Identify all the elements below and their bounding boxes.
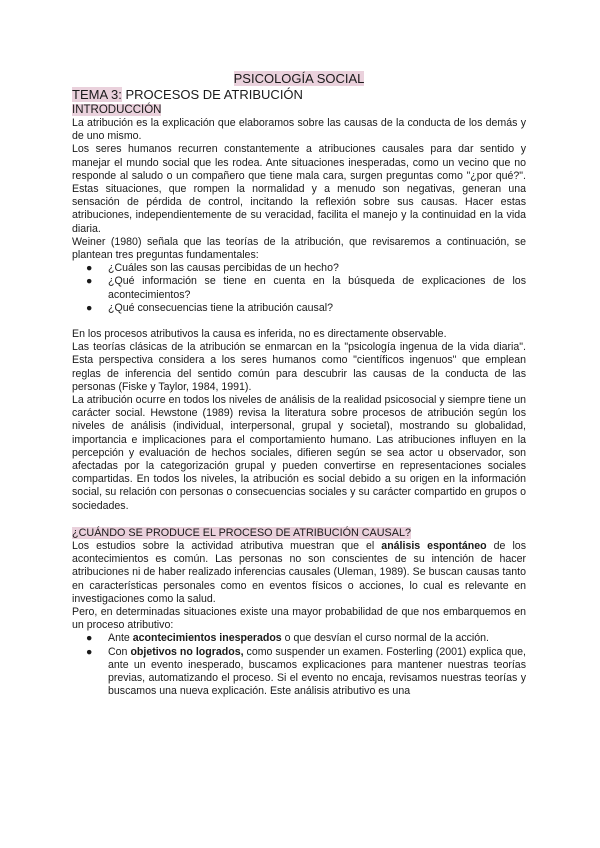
topic-label: TEMA 3: [72,87,122,102]
list-item-text: ¿Qué información se tiene en cuenta en la búsqueda de explicaciones de los acontecimientos? [108,275,526,301]
bullet-icon: ● [86,632,93,645]
section-paragraph-1: Los estudios sobre la actividad atributiva muestran que el análisis espontáneo de los acontecimientos es común. Las personas no son conscientes de su intención de hacer atribuciones ni de haber realizado inferencias causales (Uleman, 1989). Se buscan causas tanto en características personales como en eventos físicos o acciones, lo cual es relevante en investigaciones como la salud. [72,539,526,605]
topic-heading [72,87,526,103]
intro-paragraph-5: Las teorías clásicas de la atribución se enmarcan en la "psicología ingenua de la vida diaria". Esta perspectiva considera a los seres humanos como "científicos ingenuos" que emplean reglas de inferencia del sentido común para descubrir las causas de la conducta de las personas (Fiske y Taylor, 1984, 1991). [72,341,526,393]
list-item-text: ¿Cuáles son las causas percibidas de un hecho? [108,262,339,275]
bullet-icon: ● [86,262,93,275]
situations-list [72,632,526,698]
intro-heading-line [72,103,526,117]
section-heading-line [72,526,526,540]
intro-paragraph-4: En los procesos atributivos la causa es inferida, no es directamente observable. [72,328,447,341]
questions-list [72,262,526,315]
list-item: ● Con objetivos no logrados, como suspender un examen. Fosterling (2001) explica que, ante un evento inesperado, buscamos explicaciones para mantener nuestras teorías previas, automatizando el proceso. Si el evento no encaja, revisamos nuestras teorías y buscamos una nueva explicación. Este análisis atributivo es una [86,645,526,698]
intro-paragraph-1: La atribución es la explicación que elaboramos sobre las causas de la conducta de los demás y de uno mismo. [72,117,526,143]
list-item [86,302,526,315]
section-paragraph-2: Pero, en determinadas situaciones existe una mayor probabilidad de que nos embarquemos en un proceso atributivo: [72,605,526,632]
list-item [86,275,526,301]
section-heading: ¿CUÁNDO SE PRODUCE EL PROCESO DE ATRIBUCIÓN CAUSAL? [72,526,411,539]
document-content [72,70,526,698]
list-item [86,262,526,275]
bold-term: análisis espontáneo [381,539,487,552]
bullet-icon: ● [86,275,93,288]
page-title: PSICOLOGÍA SOCIAL [233,71,365,86]
topic-name: PROCESOS DE ATRIBUCIÓN [121,87,303,102]
intro-paragraph-3: Weiner (1980) señala que las teorías de la atribución, que revisaremos a continuación, se plantean tres preguntas fundamentales: [72,235,526,262]
intro-heading: INTRODUCCIÓN [72,104,162,116]
intro-paragraph-2: Los seres humanos recurren constantemente a atribuciones causales para dar sentido y manejar el mundo social que les rodea. Ante situaciones inesperadas, como un vecino que no responde al saludo o un compañero que tiene mala cara, surgen preguntas como "¿por qué?". Estas situaciones, que rompen la normalidad y a menudo son negativas, generan una sensación de pérdida de control, incitando la reflexión sobre sus causas. Hacer estas atribuciones, independientemente de su veracidad, facilita el manejo y la continuidad en la vida diaria. [72,143,526,235]
bold-term: objetivos no logrados, [130,645,244,658]
bullet-icon: ● [86,645,93,658]
bullet-icon: ● [86,301,93,314]
bold-term: acontecimientos inesperados [132,632,282,645]
list-item: ● Ante acontecimientos inesperados o que desvían el curso normal de la acción. [86,632,489,645]
intro-paragraph-6: La atribución ocurre en todos los niveles de análisis de la realidad psicosocial y siempre tiene un carácter social. Hewstone (1989) revisa la literatura sobre procesos de atribución según los niveles de análisis (individual, interpersonal, grupal y societal), mostrando su globalidad, importancia e implicaciones para el comportamiento humano. Las atribuciones influyen en la percepción y evaluación de hechos sociales, difieren según se sea actor u observador, son afectadas por la categorización grupal y pueden convertirse en representaciones sociales compartidas. En todos los niveles, la atribución es social debido a su origen en la información social, su relación con personas o consecuencias sociales y su carácter compartido en grupos o sociedades. [72,394,526,512]
list-item-text: ¿Qué consecuencias tiene la atribución causal? [108,301,333,314]
title-line [72,70,526,87]
